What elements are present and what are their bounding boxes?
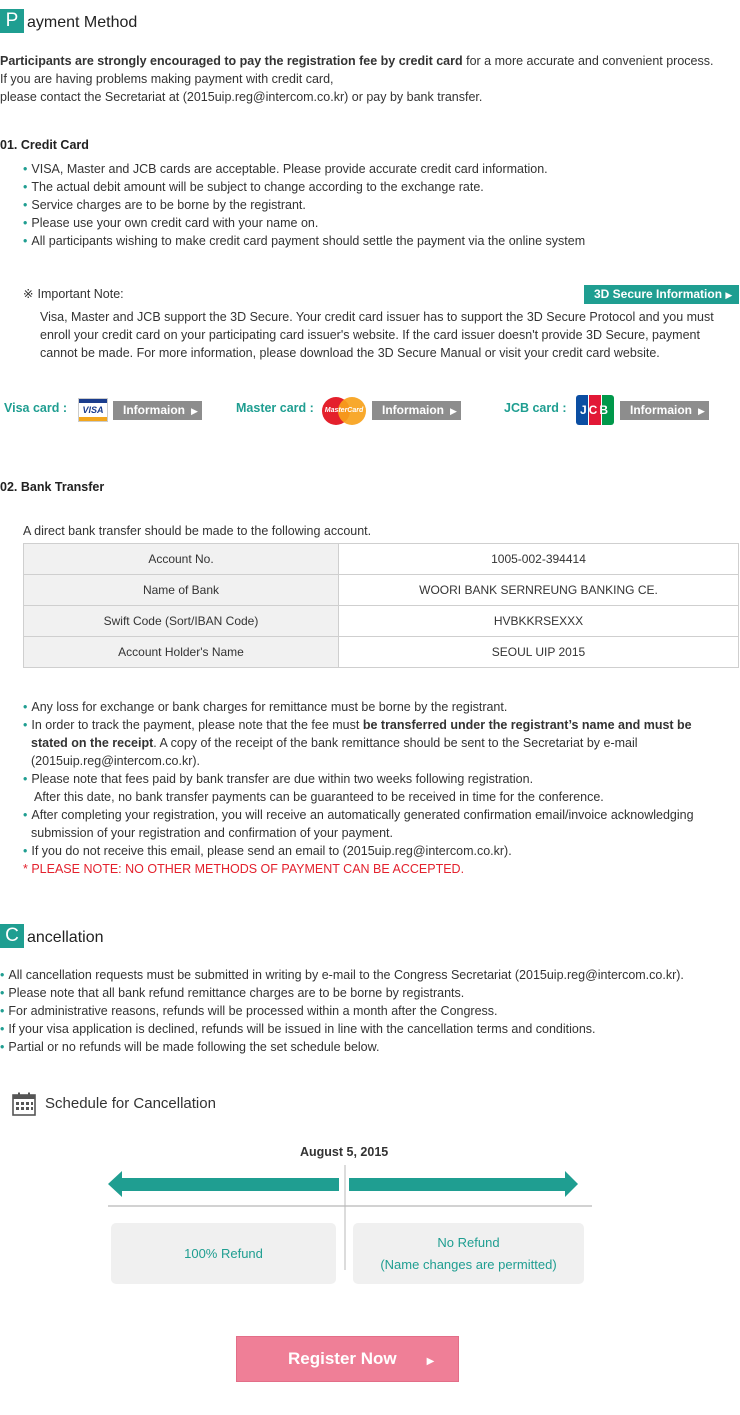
mastercard-logo-icon: MasterCard	[322, 397, 366, 425]
table-row	[24, 575, 739, 606]
cancellation-item: • If your visa application is declined, refunds will be issued in line with the cancellation terms and conditions.	[0, 1022, 596, 1036]
payment-intro-line1: Participants are strongly encouraged to pay the registration fee by credit card for a more accurate and convenient process.	[0, 54, 714, 68]
credit-card-item: • VISA, Master and JCB cards are acceptable. Please provide accurate credit card information.	[23, 162, 548, 176]
table-key: Name of Bank	[24, 575, 339, 606]
important-note-label: ※ Important Note:	[23, 287, 124, 301]
bank-transfer-intro: A direct bank transfer should be made to the following account.	[23, 524, 372, 538]
payment-badge: P	[0, 9, 24, 33]
cancellation-item: • For administrative reasons, refunds will be processed within a month after the Congress.	[0, 1004, 498, 1018]
chevron-right-icon: ▶	[191, 406, 198, 416]
credit-card-item: • All participants wishing to make credit card payment should settle the payment via the online system	[23, 234, 586, 248]
cancellation-title: ancellation	[27, 929, 104, 946]
credit-card-item: • The actual debit amount will be subject to change according to the exchange rate.	[23, 180, 484, 194]
visa-information-button[interactable]: Informaion ▶	[113, 401, 202, 420]
master-information-button[interactable]: Informaion ▶	[372, 401, 461, 420]
cutoff-date: August 5, 2015	[300, 1145, 389, 1159]
payment-method-heading	[0, 5, 137, 33]
bank-note-cont: (2015uip.reg@intercom.co.kr).	[31, 754, 201, 768]
cancellation-badge: C	[0, 924, 24, 948]
cancellation-heading	[0, 920, 104, 948]
payment-intro-line3: please contact the Secretariat at (2015uip.reg@intercom.co.kr) or pay by bank transfer.	[0, 90, 483, 104]
credit-card-item: • Service charges are to be borne by the registrant.	[23, 198, 306, 212]
chevron-right-icon: ▶	[698, 406, 705, 416]
bank-account-table	[23, 543, 739, 668]
table-key: Account Holder's Name	[24, 637, 339, 668]
refund-before-box: 100% Refund	[111, 1223, 336, 1284]
table-key: Swift Code (Sort/IBAN Code)	[24, 606, 339, 637]
jcb-card-label: JCB card :	[504, 401, 567, 415]
table-value: SEOUL UIP 2015	[339, 637, 739, 668]
cancellation-item: • Please note that all bank refund remittance charges are to be borne by registrants.	[0, 986, 465, 1000]
bank-note-cont: submission of your registration and confirmation of your payment.	[31, 826, 393, 840]
jcb-logo-icon: JCB	[576, 395, 614, 425]
bank-note-cont: After this date, no bank transfer payments can be guaranteed to be received in time for the conference.	[34, 790, 604, 804]
table-value: WOORI BANK SERNREUNG BANKING CE.	[339, 575, 739, 606]
calendar-icon	[12, 1092, 36, 1116]
table-value: HVBKKRSEXXX	[339, 606, 739, 637]
payment-title: ayment Method	[27, 14, 138, 31]
refund-after-box: No Refund (Name changes are permitted)	[353, 1223, 584, 1284]
credit-card-item: • Please use your own credit card with your name on.	[23, 216, 319, 230]
cancellation-item: • Partial or no refunds will be made following the set schedule below.	[0, 1040, 380, 1054]
schedule-title: Schedule for Cancellation	[45, 1095, 216, 1112]
bank-note: • Any loss for exchange or bank charges for remittance must be borne by the registrant.	[23, 700, 508, 714]
visa-logo-icon: VISA	[78, 398, 108, 422]
3d-secure-info-button[interactable]: 3D Secure Information ▶	[584, 285, 739, 304]
left-arrow-icon	[108, 1171, 339, 1197]
table-value: 1005-002-394414	[339, 544, 739, 575]
important-note-text: Visa, Master and JCB support the 3D Secure. Your credit card issuer has to support the 3D Secure Protocol and you must enroll your credit card on your participating card issuer's website. If the card issuer doesn't provide 3D Secure, payment cannot be made. For more information, please download the 3D Secure Manual or visit your credit card website.	[40, 310, 714, 360]
chevron-right-icon: ▶	[426, 1356, 435, 1367]
bank-note: • Please note that fees paid by bank transfer are due within two weeks following registration.	[23, 772, 534, 786]
bank-note: • If you do not receive this email, please send an email to (2015uip.reg@intercom.co.kr).	[23, 844, 512, 858]
payment-intro-line2: If you are having problems making payment with credit card,	[0, 72, 334, 86]
table-row	[24, 606, 739, 637]
table-key: Account No.	[24, 544, 339, 575]
master-card-label: Master card :	[236, 401, 314, 415]
visa-card-label: Visa card :	[4, 401, 68, 415]
bank-note-cont: stated on the receipt. A copy of the receipt of the bank remittance should be sent to the Secretariat by e-mail	[31, 736, 638, 750]
bank-transfer-title: 02. Bank Transfer	[0, 480, 105, 494]
right-arrow-icon	[349, 1171, 578, 1197]
cancellation-item: • All cancellation requests must be submitted in writing by e-mail to the Congress Secretariat (2015uip.reg@intercom.co.kr).	[0, 968, 684, 982]
chevron-right-icon: ▶	[450, 406, 457, 416]
payment-warning: * PLEASE NOTE: NO OTHER METHODS OF PAYMENT CAN BE ACCEPTED.	[23, 862, 465, 876]
bank-note: • In order to track the payment, please note that the fee must be transferred under the registrant’s name and must be	[23, 718, 692, 732]
credit-card-title: 01. Credit Card	[0, 138, 89, 152]
table-row	[24, 544, 739, 575]
reference-mark-icon: ※	[23, 287, 34, 301]
jcb-information-button[interactable]: Informaion ▶	[620, 401, 709, 420]
table-row	[24, 637, 739, 668]
register-now-button[interactable]: Register Now ▶	[236, 1336, 459, 1382]
bank-note: • After completing your registration, you will receive an automatically generated confirmation email/invoice acknowledging	[23, 808, 694, 822]
chevron-right-icon: ▶	[725, 290, 733, 300]
